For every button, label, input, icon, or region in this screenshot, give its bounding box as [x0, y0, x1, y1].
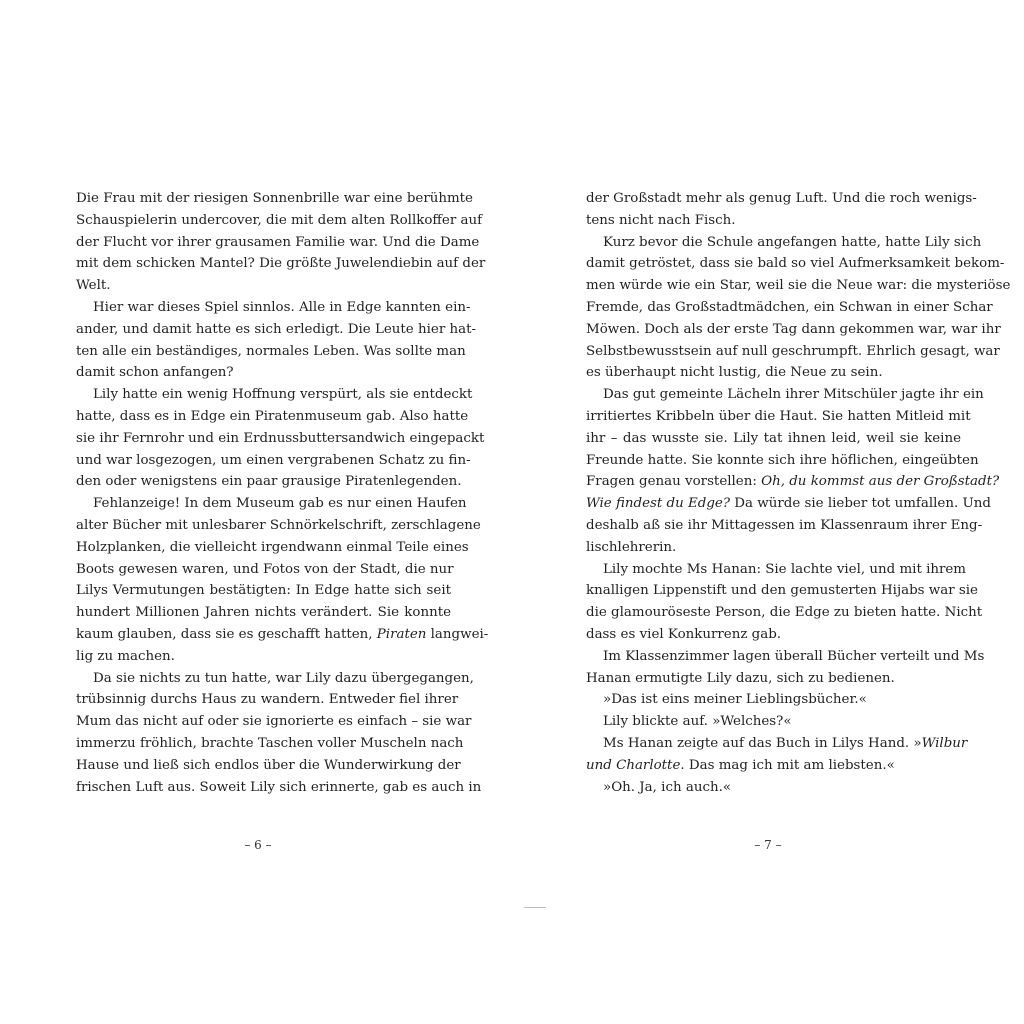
page-number-left: – 6 –: [244, 838, 272, 852]
left-page: [76, 188, 489, 798]
text-segment: Da würde sie lieber tot umfallen. Und: [730, 496, 991, 512]
text-line: Mum das nicht auf oder sie ignorierte es einfach – sie war: [76, 714, 472, 730]
text-line: »Oh. Ja, ich auch.«: [603, 779, 732, 795]
text-line: die glamouröseste Person, die Edge zu bieten hatte. Nicht: [586, 605, 983, 621]
text-line: Freunde hatte. Sie konnte sich ihre höflichen, eingeübten: [586, 452, 979, 468]
text-line: knalligen Lippenstift und den gemusterten Hijabs war sie: [586, 583, 978, 599]
text-line: immerzu fröhlich, brachte Taschen voller Muscheln nach: [76, 735, 464, 751]
text-line: Holzplanken, die vielleicht irgendwann einmal Teile eines: [76, 539, 469, 555]
text-line: »Das ist eins meiner Lieblingsbücher.«: [603, 692, 867, 708]
text-line: Boots gewesen waren, und Fotos von der Stadt, die nur: [76, 561, 454, 577]
text-line: den oder wenigstens ein paar grausige Piratenlegenden.: [76, 474, 462, 490]
text-line: dass es viel Konkurrenz gab.: [586, 626, 782, 642]
text-segment: Fragen genau vorstellen:: [586, 474, 762, 490]
text-line: deshalb aß sie ihr Mittagessen im Klassenraum ihrer Eng-: [586, 517, 983, 533]
text-line: Welt.: [76, 278, 111, 294]
text-line: Lily mochte Ms Hanan: Sie lachte viel, und mit ihrem: [603, 561, 967, 577]
text-line: frischen Luft aus. Soweit Lily sich erinnerte, gab es auch in: [76, 779, 482, 795]
text-line: Hier war dieses Spiel sinnlos. Alle in Edge kannten ein-: [93, 299, 471, 315]
text-line: alter Bücher mit unlesbarer Schnörkelschrift, zerschlagene: [76, 517, 481, 533]
text-line: Die Frau mit der riesigen Sonnenbrille war eine berühmte: [76, 191, 473, 206]
page-number-right: – 7 –: [754, 838, 782, 852]
text-line: Möwen. Doch als der erste Tag dann gekommen war, war ihr: [586, 321, 1001, 337]
gutter-mark: [524, 907, 546, 908]
text-line: irritiertes Kribbeln über die Haut. Sie hatten Mitleid mit: [586, 408, 971, 424]
text-line: Fremde, das Großstadtmädchen, ein Schwan in einer Schar: [586, 299, 993, 315]
text-line: Lily hatte ein wenig Hoffnung verspürt, als sie entdeckt: [93, 387, 473, 403]
text-line: Lilys Vermutungen bestätigten: In Edge hatte sich seit: [76, 583, 451, 599]
text-line: Hanan ermutigte Lily dazu, sich zu bedienen.: [586, 670, 895, 686]
text-line: mit dem schicken Mantel? Die größte Juwelendiebin auf der: [76, 256, 486, 272]
text-line: Im Klassenzimmer lagen überall Bücher verteilt und Ms: [603, 648, 985, 664]
text-segment: . Das mag ich mit am liebsten.«: [680, 757, 895, 773]
text-line: Lily blickte auf. »Welches?«: [603, 714, 792, 730]
text-line: damit getröstet, dass sie bald so viel Aufmerksamkeit bekom-: [586, 256, 1005, 272]
text-line: [586, 733, 968, 755]
italic-segment: Wilbur: [921, 735, 968, 751]
italic-segment: und Charlotte: [586, 757, 681, 773]
text-line: [586, 471, 1000, 493]
text-line: trübsinnig durchs Haus zu wandern. Entweder fiel ihrer: [76, 692, 459, 708]
text-line: und war losgezogen, um einen vergrabenen Schatz zu fin-: [76, 452, 471, 468]
text-line: es überhaupt nicht lustig, die Neue zu sein.: [586, 365, 883, 381]
italic-segment: Wie findest du Edge?: [586, 496, 731, 512]
text-line: Selbstbewusstsein auf null geschrumpft. Ehrlich gesagt, war: [586, 343, 1000, 359]
text-line: Fehlanzeige! In dem Museum gab es nur einen Haufen: [93, 496, 467, 512]
text-line: lischlehrerin.: [586, 539, 677, 555]
text-line: ander, und damit hatte es sich erledigt. Die Leute hier hat-: [76, 321, 476, 337]
text-segment: langwei-: [426, 626, 489, 642]
text-line: hundert Millionen Jahren nichts verändert. Sie konnte: [76, 605, 451, 621]
text-line: der Großstadt mehr als genug Luft. Und die roch wenigs-: [586, 191, 977, 206]
italic-segment: Oh, du kommst aus der Großstadt?: [761, 474, 1000, 490]
text-line: tens nicht nach Fisch.: [586, 212, 736, 228]
right-page: [586, 188, 1011, 798]
text-segment: Ms Hanan zeigte auf das Buch in Lilys Hand. »: [603, 735, 922, 751]
text-line: Schauspielerin undercover, die mit dem alten Rollkoffer auf: [76, 212, 483, 228]
text-line: ten alle ein beständiges, normales Leben. Was sollte man: [76, 343, 466, 359]
text-line: [586, 493, 991, 515]
text-line: men würde wie ein Star, weil sie die Neue war: die mysteriöse: [586, 278, 1011, 294]
text-line: sie ihr Fernrohr und ein Erdnussbuttersandwich eingepackt: [76, 430, 485, 446]
italic-segment: Piraten: [376, 626, 427, 642]
text-line: Hause und ließ sich endlos über die Wunderwirkung der: [76, 757, 461, 773]
text-line: [586, 755, 961, 777]
text-line: Da sie nichts zu tun hatte, war Lily dazu übergegangen,: [93, 670, 474, 686]
text-line: ihr – das wusste sie. Lily tat ihnen leid, weil sie keine: [586, 430, 961, 446]
text-line: der Flucht vor ihrer grausamen Familie war. Und die Dame: [76, 234, 480, 250]
text-line: Das gut gemeinte Lächeln ihrer Mitschüler jagte ihr ein: [603, 387, 984, 403]
text-line: lig zu machen.: [76, 648, 175, 664]
text-line: hatte, dass es in Edge ein Piratenmuseum gab. Also hatte: [76, 408, 469, 424]
text-line: Kurz bevor die Schule angefangen hatte, hatte Lily sich: [603, 234, 982, 250]
text-line: [76, 624, 489, 646]
text-segment: kaum glauben, dass sie es geschafft hatten,: [76, 626, 377, 642]
text-line: damit schon anfangen?: [76, 365, 234, 381]
